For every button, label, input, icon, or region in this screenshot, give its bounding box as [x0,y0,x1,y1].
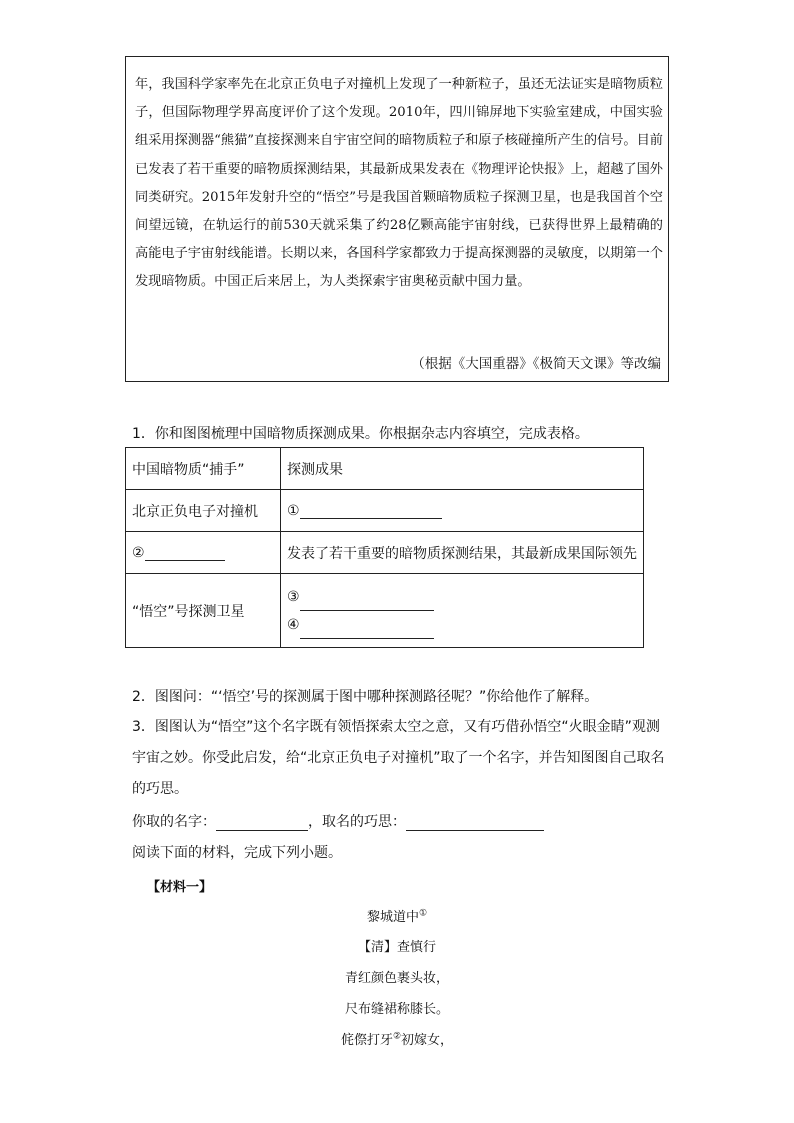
cell-catcher-2 [126,532,281,574]
table-header-row [126,448,644,490]
poem-line-3 [0,1029,794,1048]
poem-author: 【清】查慎行 [357,940,436,955]
poem-line-3-note: ② [392,1031,402,1042]
header-catcher: 中国暗物质“捕手” [126,448,281,490]
question-3-answer-line [132,811,544,831]
passage-box [125,56,669,382]
poem-line-1: 青红颜色裹头妆， [344,971,449,986]
poem-line-3-a: 侂傺打牙 [340,1033,393,1048]
cell-result-1 [281,490,644,532]
poem-line-2: 尺布缝裙称膝长。 [344,1002,449,1017]
answer-blank-4[interactable] [300,624,434,639]
passage-text: 年，我国科学家率先在北京正负电子对撞机上发现了一种新粒子，虽还无法证实是暗物质粒子，但国际物理学界高度评价了这个发现。2010年，四川锦屏地下实验室建成，中国实验组采用探测器“熊猫”直接探测来自宇宙空间的暗物质粒子和原子核碰撞所产生的信号。目前已发表了若干重要的暗物质探测结果，其最新成果发表在《物理评论快报》上，超越了国外同类研究。2015年发射升空的“悟空”号是我国首颗暗物质粒子探测卫星，也是我国首个空间望远镜，在轨运行的前530天就采集了约28亿颗高能宇宙射线，已获得世界上最精确的高能电子宇宙射线能谱。长期以来，各国科学家都致力于提高探测器的灵敏度，以期第一个发现暗物质。中国正后来居上，为人类探索宇宙奥秘贡献中国力量。 [135,77,663,290]
material-label: 【材料一】 [147,880,213,895]
reason-blank[interactable] [406,816,544,831]
question-3-line-3: 的巧思。 [132,781,188,797]
answer-blank-2[interactable] [145,546,225,561]
reason-label: ，取名的巧思： [308,814,406,830]
header-result: 探测成果 [281,448,644,490]
passage-source: （根据《大国重器》《极简天文课》等改编 [411,356,661,372]
cell-result-3 [281,574,644,648]
name-label: 你取的名字： [132,814,216,830]
answer-blank-1[interactable] [300,504,442,519]
question-3-line-1: 3．图图认为“悟空”这个名字既有领悟探索太空之意，又有巧借孙悟空“火眼金睛”观测 [132,719,660,735]
reading-instruction: 阅读下面的材料，完成下列小题。 [132,845,342,861]
poem-line-3-b: 初嫁女， [401,1033,454,1048]
table-row [126,574,644,648]
table-row [126,490,644,532]
name-blank[interactable] [216,816,308,831]
poem-title-text: 黎城道中 [366,910,419,925]
blank-label-4: ④ [287,616,300,633]
cell-catcher-collider: 北京正负电子对撞机 [126,490,281,532]
blank-label-2: ② [132,544,145,561]
results-table [125,447,644,648]
poem-title-note: ① [418,908,428,919]
answer-blank-3[interactable] [300,596,434,611]
blank-label-3: ③ [287,588,300,605]
table-row [126,532,644,574]
blank-label-1: ① [287,502,300,519]
question-2-prompt: 2．图图问：“‘悟空’号的探测属于图中哪种探测路径呢？”你给他作了解释。 [132,689,599,705]
poem-title [0,906,794,925]
question-1-prompt: 1．你和图图梳理中国暗物质探测成果。你根据杂志内容填空，完成表格。 [132,426,589,442]
cell-result-2: 发表了若干重要的暗物质探测结果，其最新成果国际领先 [281,532,644,574]
question-3-line-2: 宇宙之妙。你受此启发，给“北京正负电子对撞机”取了一个名字，并告知图图自己取名 [132,750,665,766]
cell-catcher-wukong: “悟空”号探测卫星 [126,574,281,648]
